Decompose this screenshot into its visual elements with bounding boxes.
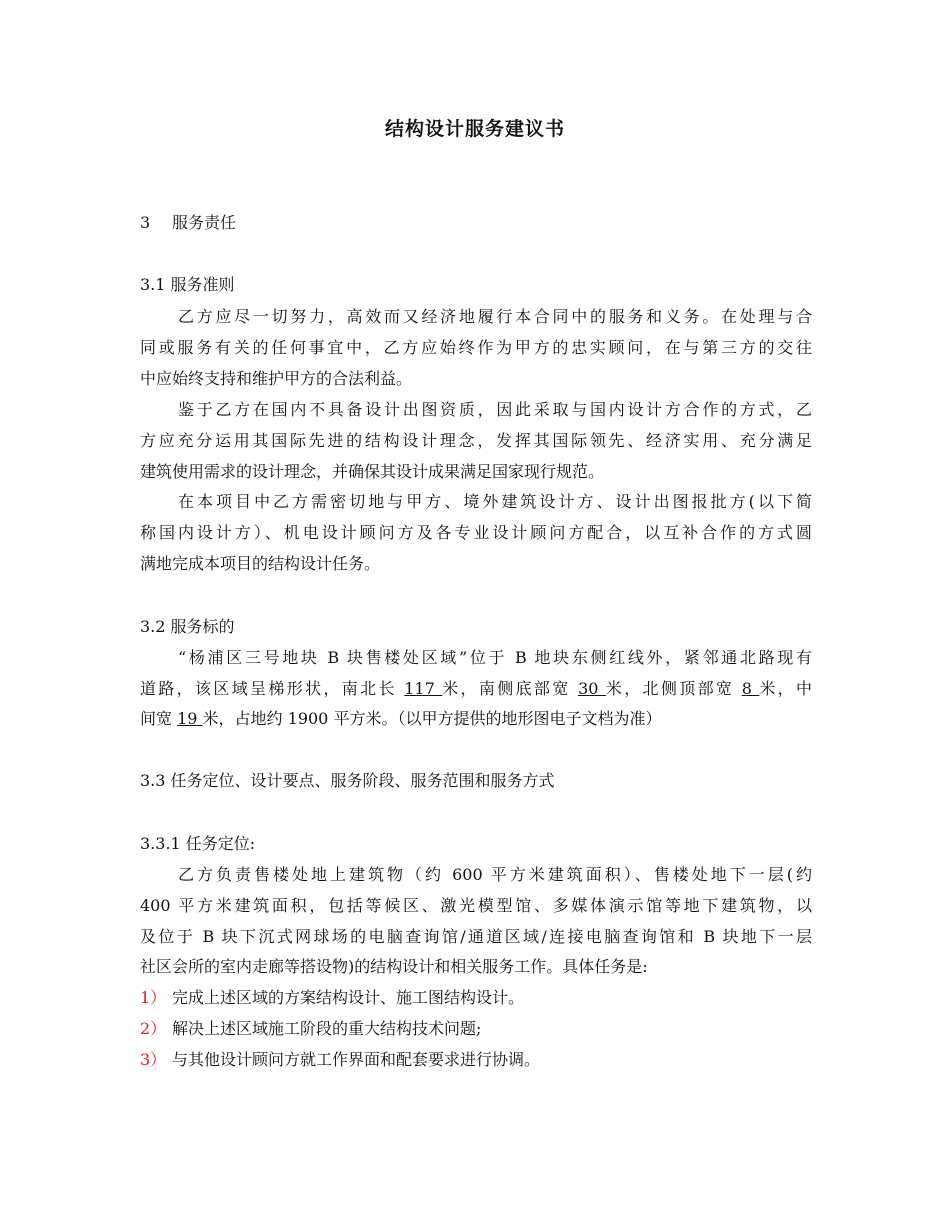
paragraph-line: 鉴于乙方在国内不具备设计出图资质，因此采取与国内设计方合作的方式，乙 [178, 400, 812, 419]
paragraph-line: 及位于 B 块下沉式网球场的电脑查询馆/通道区域/连接电脑查询馆和 B 块地下一层 [140, 927, 812, 946]
text-run: 间宽 [140, 709, 178, 728]
subsection-heading-3-3-1: 3.3.1 任务定位: [140, 834, 256, 853]
paragraph-line: 400 平方米建筑面积，包括等候区、激光模型馆、多媒体演示馆等地下建筑物，以 [140, 896, 812, 915]
paragraph-line-measurements [140, 708, 812, 730]
length-value: 117 [404, 679, 443, 698]
list-item-text: 与其他设计顾问方就工作界面和配套要求进行协调。 [172, 1050, 541, 1069]
text-run: 米，占地约 1900 平方米。（以甲方提供的地形图电子文档为准） [202, 709, 662, 728]
paragraph-line-measurements [140, 678, 812, 700]
list-item-number: 2） [140, 1019, 167, 1038]
subsection-heading-3-3: 3.3 任务定位、设计要点、服务阶段、服务范围和服务方式 [140, 771, 555, 790]
paragraph-line: 乙方负责售楼处地上建筑物（约 600 平方米建筑面积）、售楼处地下一层(约 [178, 865, 812, 884]
list-item-number: 3） [140, 1050, 167, 1069]
list-item [140, 1018, 812, 1040]
list-item-text: 解决上述区域施工阶段的重大结构技术问题; [172, 1019, 482, 1038]
south-width-value: 30 [578, 679, 606, 698]
subsection-heading-3-1: 3.1 服务准则 [140, 275, 235, 294]
paragraph-line: 中应始终支持和维护甲方的合法利益。 [140, 369, 413, 388]
paragraph-line: 乙方应尽一切努力，高效而又经济地履行本合同中的服务和义务。在处理与合 [178, 307, 812, 326]
paragraph-line: 称国内设计方）、机电设计顾问方及各专业设计顾问方配合，以互补合作的方式圆 [140, 523, 812, 542]
text-run: 米，北侧顶部宽 [605, 679, 742, 698]
text-run: 米，南侧底部宽 [442, 679, 579, 698]
paragraph-line: 建筑使用需求的设计理念，并确保其设计成果满足国家现行规范。 [140, 462, 605, 481]
middle-width-value: 19 [177, 709, 203, 728]
section-number: 3 [140, 213, 151, 232]
document-title: 结构设计服务建议书 [384, 118, 565, 140]
text-run: 米，中 [759, 679, 812, 698]
paragraph-line: 满地完成本项目的结构设计任务。 [140, 554, 381, 573]
paragraph-line: 在本项目中乙方需密切地与甲方、境外建筑设计方、设计出图报批方(以下简 [178, 492, 812, 511]
list-item [140, 1049, 812, 1071]
section-heading-3 [140, 212, 812, 234]
subsection-heading-3-2: 3.2 服务标的 [140, 617, 235, 636]
list-item [140, 987, 812, 1009]
north-width-value: 8 [741, 679, 760, 698]
text-run: 道路，该区域呈梯形状，南北长 [140, 679, 405, 698]
paragraph-line: 同或服务有关的任何事宜中，乙方应始终作为甲方的忠实顾问，在与第三方的交往 [140, 338, 812, 357]
list-item-number: 1） [140, 988, 167, 1007]
paragraph-line: “杨浦区三号地块 B 块售楼处区域”位于 B 地块东侧红线外，紧邻通北路现有 [178, 648, 812, 667]
paragraph-line: 方应充分运用其国际先进的结构设计理念，发挥其国际领先、经济实用、充分满足 [140, 431, 812, 450]
paragraph-line: 社区会所的室内走廊等搭设物)的结构设计和相关服务工作。具体任务是: [140, 957, 648, 976]
section-label: 服务责任 [172, 213, 237, 232]
list-item-text: 完成上述区域的方案结构设计、施工图结构设计。 [172, 988, 525, 1007]
